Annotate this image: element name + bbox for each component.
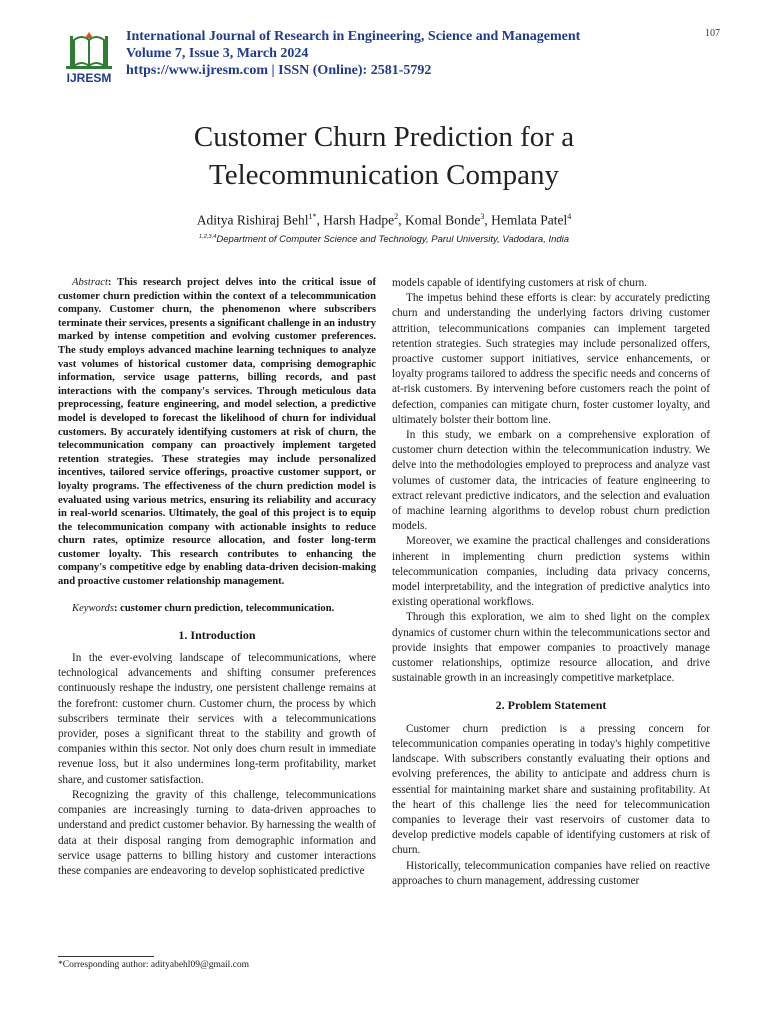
- journal-name: International Journal of Research in Engineering, Science and Management: [126, 29, 581, 44]
- author-4-sup: 4: [567, 212, 572, 221]
- journal-volume: Volume 7, Issue 3, March 2024: [126, 46, 309, 61]
- problem-paragraph-1: Customer churn prediction is a pressing concern for telecommunication companies operating in today's highly competitive landscape. With subscribers constantly evaluating their options and evolving preferences, the ability to anticipate and address churn is essential for maintaining market share and sustaining profitability. At the heart of this challenge lies the need for telecommunication companies to leverage their vast reservoirs of customer data to develop predictive models capable of identifying customers at risk of churn.: [392, 722, 710, 857]
- intro-paragraph-2: Recognizing the gravity of this challenge, telecommunications companies are increasingly turning to data-driven approaches to understand and predict customer behavior. By harnessing the wealth of data at their disposal ranging from demographic information and service usage patterns to billing history and customer interactions these companies are endeavoring to develop sophisticated predictive: [58, 788, 376, 877]
- footnote-rule: [58, 956, 154, 957]
- journal-url-issn[interactable]: https://www.ijresm.com | ISSN (Online): 2581-5792: [126, 63, 432, 78]
- intro-paragraph-6: Through this exploration, we aim to shed light on the complex dynamics of customer churn within the telecommunications sector and provide insights that empower companies to proactively manage customer relationships, optimize resource allocation, and drive sustainable growth in an increasingly competitive marketplace.: [392, 611, 710, 685]
- author-1-sup: 1*: [308, 212, 317, 221]
- author-1: Aditya Rishiraj Behl: [196, 212, 309, 228]
- section-1-heading: 1. Introduction: [178, 627, 256, 642]
- keywords-text: : customer churn prediction, telecommunication.: [113, 602, 335, 614]
- problem-paragraph-2: Historically, telecommunication companies have relied on reactive approaches to churn management, addressing customer: [392, 859, 710, 887]
- journal-info: [126, 28, 580, 79]
- intro-paragraph-3: The impetus behind these efforts is clear: by accurately predicting churn and understanding the underlying factors driving customer attrition, telecommunications companies can implement targeted retention strategies. Such strategies may include personalized offers, proactive customer support initiatives, service enhancements, or loyalty programs tailored to address the specific needs and concerns of at-risk customers. By intervening before customers reach the point of defection, companies can mitigate churn, foster customer loyalty, and ultimately bolster their bottom line.: [392, 292, 710, 426]
- author-3-sup: 3: [480, 212, 485, 221]
- affiliation-text: Department of Computer Science and Technology, Parul University, Vadodara, India: [216, 234, 570, 246]
- logo-text: IJRESM: [66, 71, 112, 85]
- intro-paragraph-1: In the ever-evolving landscape of telecommunications, where technological advancements and shifting consumer preferences continuously reshape the industry, one persistent challenge remains at the forefront: customer churn. Customer churn, the process by which subscribers terminate their services with a telecommunications provider, poses a significant threat to the stability and growth of companies within this sector. Not only does churn result in immediate revenue loss, but it also undermines long-term profitability, market share, and customer satisfaction.: [58, 652, 376, 786]
- right-column: [392, 276, 710, 889]
- abstract-label: Abstract: [72, 277, 108, 288]
- abstract-text: : This research project delves into the critical issue of customer churn prediction within the context of a telecommunication company. Customer churn, the phenomenon where subscribers terminate their services, presents a significant challenge in an industry marked by intense competition and evolving customer preferences. The study employs advanced machine learning techniques to analyze vast volumes of historical customer data, comprising demographic information, service usage patterns, billing records, and past interactions with the company's services. Through meticulous data preprocessing, feature engineering, and model selection, a predictive model is developed to forecast the likelihood of churn for individual customers. By accurately identifying customers at risk of churn, the telecommunication company can proactively implement targeted retention strategies. These strategies may include personalized incentives, tailored service offerings, proactive customer support, or loyalty programs. The effectiveness of the churn prediction model is evaluated using various metrics, ensuring its reliability and accuracy in real-world scenarios. Ultimately, the goal of this project is to equip the telecommunication company with actionable insights to reduce churn rates, optimize resource allocation, and foster long-term customer loyalty. This research contributes to enhancing the company's competitive edge by enabling data-driven decision-making and proactive customer relationship management.: [58, 277, 376, 588]
- intro-paragraph-2-cont: models capable of identifying customers at risk of churn.: [392, 277, 648, 289]
- author-2: Harsh Hadpe: [323, 212, 395, 228]
- affiliation-sup: 1,2,3,4: [198, 234, 217, 240]
- intro-paragraph-5: Moreover, we examine the practical challenges and considerations inherent in implementing churn prediction systems within telecommunication companies, including data privacy concerns, model interpretability, and the integration of predictive analytics into existing operational workflows.: [392, 535, 710, 609]
- paper-title: [40, 118, 728, 194]
- keywords-label: Keywords: [72, 602, 114, 614]
- author-2-sup: 2: [394, 212, 399, 221]
- author-4: Hemlata Patel: [491, 212, 568, 228]
- section-2-heading: 2. Problem Statement: [495, 698, 607, 713]
- ijresm-logo: [60, 28, 118, 86]
- title-line-2: Telecommunication Company: [209, 159, 559, 191]
- author-3: Komal Bonde: [404, 212, 481, 228]
- keywords: [58, 601, 376, 616]
- corresponding-author-footnote: *Corresponding author: adityabehl09@gmail.com: [58, 960, 250, 970]
- author-list: Aditya Rishiraj Behl$^{1*}$, Harsh Hadpe$^2$, Komal Bonde$^3$, Hemlata Patel$^4$: [196, 212, 572, 228]
- left-column: [58, 276, 376, 879]
- title-line-1: Customer Churn Prediction for a: [193, 121, 575, 153]
- affiliation: [40, 234, 728, 245]
- book-pillar-logo-icon: [60, 28, 118, 86]
- abstract: [58, 276, 376, 589]
- page-number: 107: [705, 28, 720, 39]
- intro-paragraph-4: In this study, we embark on a comprehensive exploration of customer churn detection within the telecommunication industry. We delve into the methodologies employed to preprocess and analyze vast volumes of customer data, the intricacies of feature engineering to extract relevant predictive indicators, and the selection and evaluation of machine learning algorithms to develop robust churn prediction models.: [392, 429, 710, 533]
- journal-header: [60, 22, 720, 92]
